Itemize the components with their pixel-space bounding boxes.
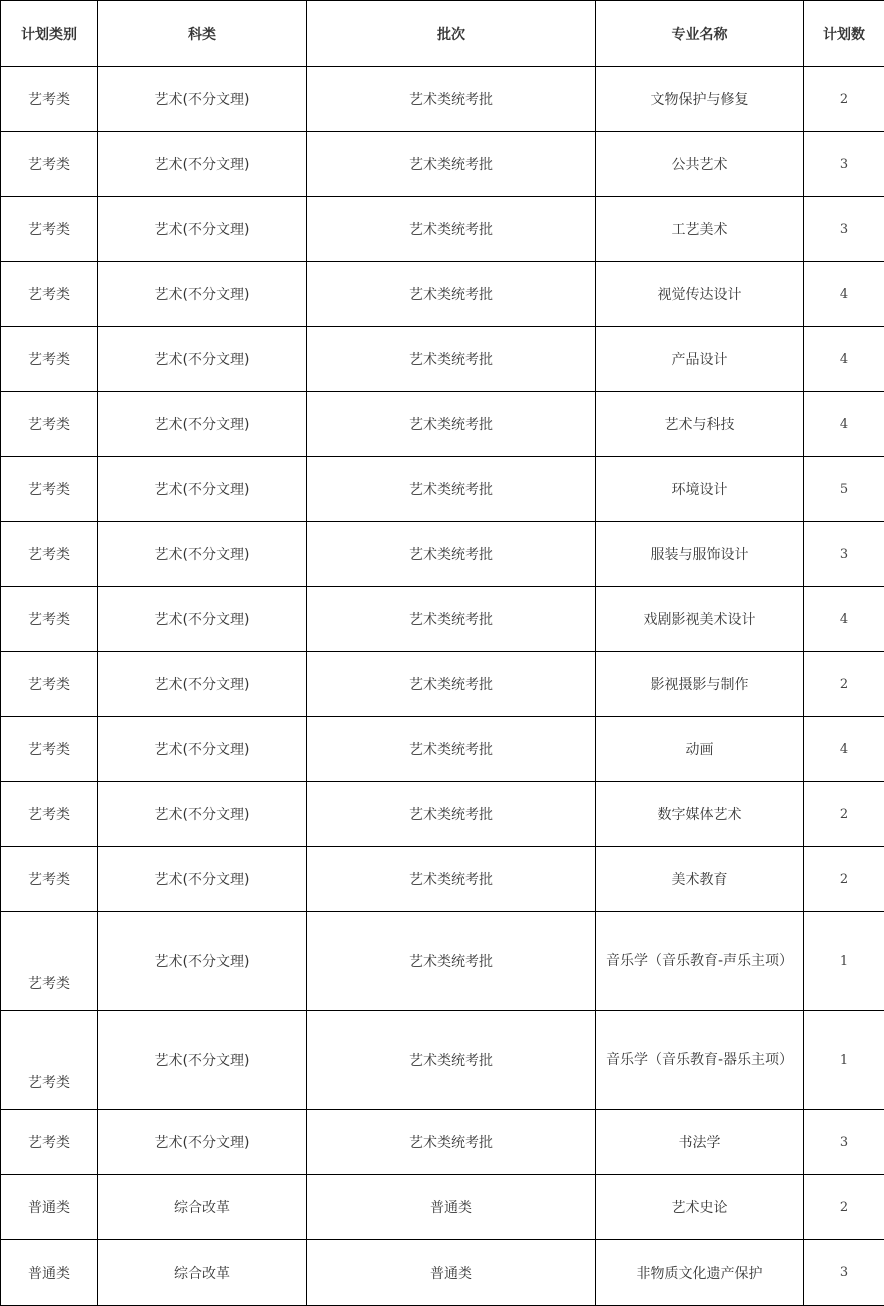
table-row	[1, 782, 884, 847]
batch-cell: 艺术类统考批	[307, 132, 596, 197]
subject-type-cell: 综合改革	[98, 1175, 307, 1240]
batch-cell: 艺术类统考批	[307, 522, 596, 587]
major-name-cell: 音乐学（音乐教育-声乐主项）	[596, 912, 804, 1011]
plan-count-cell: 2	[804, 652, 884, 717]
subject-type-cell: 艺术(不分文理)	[98, 847, 307, 912]
plan-count-cell: 4	[804, 327, 884, 392]
plan-category-cell: 艺考类	[1, 67, 98, 132]
table-row	[1, 587, 884, 652]
subject-type-cell: 艺术(不分文理)	[98, 132, 307, 197]
table-header	[1, 1, 884, 67]
major-name-cell: 非物质文化遗产保护	[596, 1240, 804, 1306]
major-name-cell: 视觉传达设计	[596, 262, 804, 327]
subject-type-cell: 艺术(不分文理)	[98, 522, 307, 587]
batch-cell: 艺术类统考批	[307, 327, 596, 392]
plan-category-cell: 艺考类	[1, 652, 98, 717]
subject-type-cell: 艺术(不分文理)	[98, 392, 307, 457]
plan-count-cell: 4	[804, 587, 884, 652]
batch-cell: 艺术类统考批	[307, 67, 596, 132]
major-name-cell: 音乐学（音乐教育-器乐主项）	[596, 1011, 804, 1110]
plan-count-cell: 3	[804, 1240, 884, 1306]
major-name-cell: 产品设计	[596, 327, 804, 392]
plan-category-cell: 艺考类	[1, 587, 98, 652]
batch-cell: 普通类	[307, 1240, 596, 1306]
plan-count-cell: 4	[804, 392, 884, 457]
plan-category-cell: 艺考类	[1, 197, 98, 262]
major-name-cell: 工艺美术	[596, 197, 804, 262]
table-row	[1, 717, 884, 782]
subject-type-cell: 艺术(不分文理)	[98, 1011, 307, 1110]
header-subject-type: 科类	[98, 1, 307, 67]
major-name-cell: 文物保护与修复	[596, 67, 804, 132]
table-row	[1, 912, 884, 1011]
subject-type-cell: 艺术(不分文理)	[98, 1110, 307, 1175]
subject-type-cell: 艺术(不分文理)	[98, 587, 307, 652]
batch-cell: 艺术类统考批	[307, 587, 596, 652]
major-name-cell: 艺术与科技	[596, 392, 804, 457]
subject-type-cell: 综合改革	[98, 1240, 307, 1306]
plan-category-cell: 普通类	[1, 1240, 98, 1306]
batch-cell: 艺术类统考批	[307, 1110, 596, 1175]
subject-type-cell: 艺术(不分文理)	[98, 67, 307, 132]
plan-category-cell: 艺考类	[1, 1110, 98, 1175]
table-row	[1, 262, 884, 327]
subject-type-cell: 艺术(不分文理)	[98, 652, 307, 717]
major-name-cell: 书法学	[596, 1110, 804, 1175]
header-row	[1, 1, 884, 67]
major-name-cell: 艺术史论	[596, 1175, 804, 1240]
batch-cell: 艺术类统考批	[307, 717, 596, 782]
header-major-name: 专业名称	[596, 1, 804, 67]
subject-type-cell: 艺术(不分文理)	[98, 912, 307, 1011]
major-name-cell: 动画	[596, 717, 804, 782]
table-row	[1, 1175, 884, 1240]
batch-cell: 艺术类统考批	[307, 652, 596, 717]
plan-count-cell: 3	[804, 1110, 884, 1175]
plan-category-cell: 艺考类	[1, 327, 98, 392]
batch-cell: 艺术类统考批	[307, 262, 596, 327]
plan-count-cell: 5	[804, 457, 884, 522]
plan-count-cell: 2	[804, 782, 884, 847]
subject-type-cell: 艺术(不分文理)	[98, 782, 307, 847]
table-row	[1, 1240, 884, 1306]
major-name-cell: 影视摄影与制作	[596, 652, 804, 717]
table-row	[1, 457, 884, 522]
table-row	[1, 197, 884, 262]
plan-category-cell: 艺考类	[1, 1011, 98, 1110]
table-row	[1, 652, 884, 717]
table-row	[1, 67, 884, 132]
batch-cell: 艺术类统考批	[307, 457, 596, 522]
plan-count-cell: 4	[804, 262, 884, 327]
major-name-cell: 数字媒体艺术	[596, 782, 804, 847]
batch-cell: 艺术类统考批	[307, 1011, 596, 1110]
plan-count-cell: 1	[804, 1011, 884, 1110]
batch-cell: 艺术类统考批	[307, 782, 596, 847]
batch-cell: 艺术类统考批	[307, 912, 596, 1011]
plan-count-cell: 2	[804, 67, 884, 132]
table-row	[1, 392, 884, 457]
header-batch: 批次	[307, 1, 596, 67]
major-name-cell: 美术教育	[596, 847, 804, 912]
plan-count-cell: 3	[804, 197, 884, 262]
table-row	[1, 1110, 884, 1175]
plan-category-cell: 艺考类	[1, 717, 98, 782]
plan-category-cell: 艺考类	[1, 262, 98, 327]
plan-count-cell: 3	[804, 522, 884, 587]
major-name-cell: 服装与服饰设计	[596, 522, 804, 587]
header-plan-category: 计划类别	[1, 1, 98, 67]
batch-cell: 艺术类统考批	[307, 847, 596, 912]
plan-count-cell: 4	[804, 717, 884, 782]
major-name-cell: 戏剧影视美术设计	[596, 587, 804, 652]
plan-category-cell: 艺考类	[1, 457, 98, 522]
subject-type-cell: 艺术(不分文理)	[98, 197, 307, 262]
plan-count-cell: 1	[804, 912, 884, 1011]
subject-type-cell: 艺术(不分文理)	[98, 457, 307, 522]
batch-cell: 艺术类统考批	[307, 197, 596, 262]
subject-type-cell: 艺术(不分文理)	[98, 262, 307, 327]
table-row	[1, 1011, 884, 1110]
plan-count-cell: 3	[804, 132, 884, 197]
plan-category-cell: 艺考类	[1, 847, 98, 912]
major-name-cell: 公共艺术	[596, 132, 804, 197]
batch-cell: 普通类	[307, 1175, 596, 1240]
plan-category-cell: 艺考类	[1, 392, 98, 457]
table-row	[1, 327, 884, 392]
table-row	[1, 847, 884, 912]
plan-category-cell: 普通类	[1, 1175, 98, 1240]
subject-type-cell: 艺术(不分文理)	[98, 717, 307, 782]
table-body	[1, 67, 884, 1306]
plan-count-cell: 2	[804, 847, 884, 912]
plan-category-cell: 艺考类	[1, 912, 98, 1011]
table-row	[1, 132, 884, 197]
plan-category-cell: 艺考类	[1, 782, 98, 847]
plan-count-cell: 2	[804, 1175, 884, 1240]
header-plan-count: 计划数	[804, 1, 884, 67]
major-name-cell: 环境设计	[596, 457, 804, 522]
subject-type-cell: 艺术(不分文理)	[98, 327, 307, 392]
plan-category-cell: 艺考类	[1, 522, 98, 587]
batch-cell: 艺术类统考批	[307, 392, 596, 457]
table-row	[1, 522, 884, 587]
plan-category-cell: 艺考类	[1, 132, 98, 197]
